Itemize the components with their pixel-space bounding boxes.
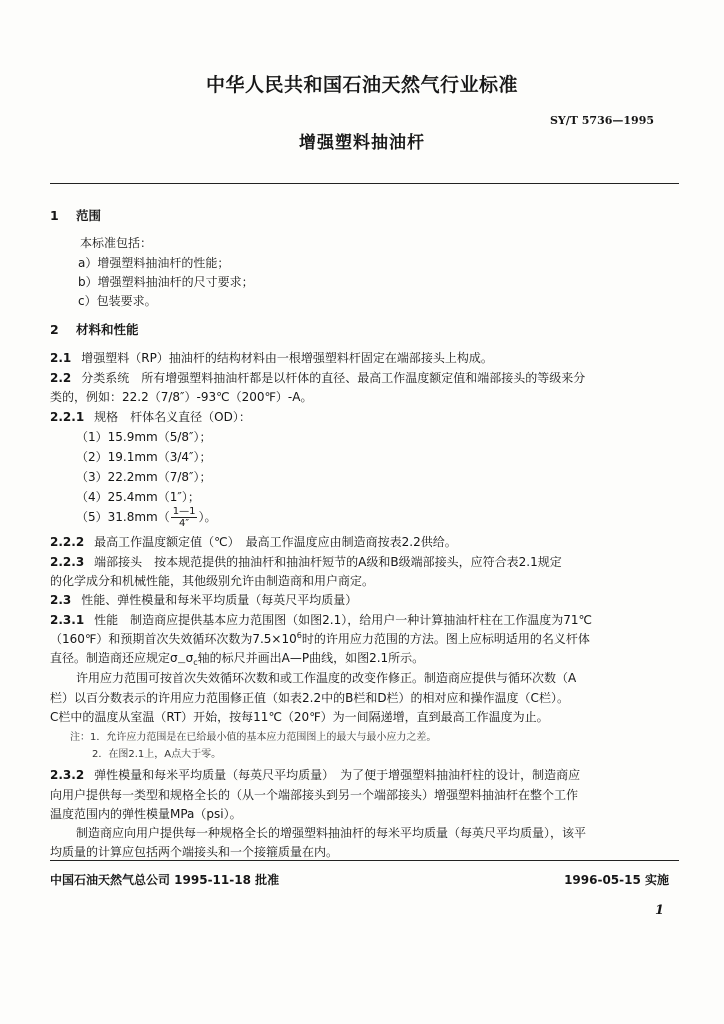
scope-item-b: b）增强塑料抽油杆的尺寸要求； — [78, 275, 254, 289]
clause-2-3-2-line-1 — [50, 766, 580, 783]
size-item-5-suffix: ）。 — [198, 510, 217, 524]
size-item-2: （2）19.1mm（3/4″）； — [76, 450, 212, 464]
clause-2-2-1 — [50, 408, 251, 425]
clause-2-3-2-number: 2.3.2 — [50, 768, 85, 782]
clause-2-3-1-line-3 — [50, 649, 424, 666]
size-fraction — [171, 506, 198, 529]
clause-2-2-line-1 — [50, 369, 585, 386]
size-item-5 — [76, 506, 216, 529]
clause-2-3-1-text-2a: （160℉）和预期首次失效循环次数为7.5×10 — [50, 632, 297, 646]
clause-2-3-1-line-2 — [50, 630, 590, 647]
section-1-intro: 本标准包括： — [80, 236, 153, 250]
clause-2-1-number: 2.1 — [50, 351, 72, 365]
footer-divider — [50, 860, 679, 861]
clause-2-3-1-text-2b: 时的许用应力范围的方法。图上应标明适用的名义杆体 — [301, 632, 590, 646]
clause-2-2-3-line-2: 的化学成分和机械性能，其他级别允许由制造商和用户商定。 — [50, 574, 375, 588]
clause-2-3-number: 2.3 — [50, 593, 72, 607]
section-1-number: 1 — [50, 208, 59, 223]
clause-2-3-2-text-1: 弹性模量和每米平均质量（每英尺平均质量） 为了便于增强塑料抽油杆柱的设计，制造商应 — [94, 768, 581, 782]
approval-statement: 中国石油天然气总公司 1995-11-18 批准 — [50, 873, 280, 887]
section-2-heading — [50, 320, 139, 338]
standard-code: SY/T 5736—1995 — [549, 114, 654, 127]
clause-2-3-1-number: 2.3.1 — [50, 613, 85, 627]
clause-2-2-1-text: 规格 杆体名义直径（OD）： — [94, 410, 251, 424]
clause-2-2-1-number: 2.2.1 — [50, 410, 85, 424]
clause-2-3-1-text-3a: 直径。制造商还应规定σ — [50, 651, 178, 665]
clause-2-3-2-line-2: 向用户提供每一类型和规格全长的（从一个端部接头到另一个端部接头）增强塑料抽油杆在整个工作 — [50, 788, 579, 802]
clause-2-3-1-text-3c: 轴的标尺并画出A—P曲线，如图2.1所示。 — [197, 651, 425, 665]
section-1-title: 范围 — [76, 208, 102, 223]
implementation-date: 1996-05-15 实施 — [564, 873, 669, 887]
clause-2-2-number: 2.2 — [50, 371, 72, 385]
clause-2-2-3-number: 2.2.3 — [50, 555, 85, 569]
clause-2-3-2-para2-line-1: 制造商应向用户提供每一种规格全长的增强塑料抽油杆的每米平均质量（每英尺平均质量），该平 — [76, 826, 587, 840]
clause-2-2-2 — [50, 533, 457, 550]
document-title: 增强塑料抽油杆 — [299, 133, 425, 153]
clause-2-1-text: 增强塑料（RP）抽油杆的结构材料由一根增强塑料杆固定在端部接头上构成。 — [81, 351, 493, 365]
issuing-organization: 中华人民共和国石油天然气行业标准 — [205, 74, 518, 96]
clause-2-2-text-1: 分类系统 所有增强塑料抽油杆都是以杆体的直径、最高工作温度额定值和端部接头的等级来分 — [81, 371, 586, 385]
clause-2-3-1-para2-line-1: 许用应力范围可按首次失效循环次数和或工作温度的改变作修正。制造商应提供与循环次数（A — [76, 671, 577, 685]
size-fraction-denominator: 4″ — [179, 518, 190, 529]
cycle-exponent: 6 — [296, 631, 302, 640]
clause-2-3-1-text-1: 性能 制造商应提供基本应力范围图（如图2.1），给用户一种计算抽油杆柱在工作温度为71℃ — [94, 613, 593, 627]
page-number: 1 — [654, 903, 664, 918]
clause-2-3-1-para2-line-2: 栏）以百分数表示的许用应力范围修正值（如表2.2中的B栏和D栏）的相对应和操作温度（C栏）。 — [50, 691, 569, 705]
clause-2-2-2-text: 最高工作温度额定值（℃） 最高工作温度应由制造商按表2.2供给。 — [94, 535, 457, 549]
sigma-subscript-1: — — [177, 658, 186, 667]
clause-2-2-line-2: 类的，例如：22.2（7/8″）-93℃（200℉）-A。 — [50, 390, 313, 404]
size-item-3: （3）22.2mm（7/8″）； — [76, 470, 212, 484]
note-1: 注：1．允许应力范围是在已给最小值的基本应力范围图上的最大与最小应力之差。 — [70, 732, 437, 743]
clause-2-3-1-text-3b: σ — [185, 651, 194, 665]
sigma-subscript-2: c — [193, 658, 198, 667]
clause-2-1 — [50, 349, 493, 366]
clause-2-3 — [50, 591, 357, 608]
scope-item-a: a）增强塑料抽油杆的性能； — [78, 256, 230, 270]
scope-item-c: c）包装要求。 — [78, 294, 157, 308]
size-item-1: （1）15.9mm（5/8″）； — [76, 430, 212, 444]
size-item-5-prefix: （5）31.8mm（ — [76, 510, 170, 524]
clause-2-2-3-line-1 — [50, 553, 562, 570]
clause-2-3-2-para2-line-2: 均质量的计算应包括两个端接头和一个接箍质量在内。 — [50, 845, 339, 859]
header-divider — [50, 183, 679, 184]
clause-2-2-2-number: 2.2.2 — [50, 535, 85, 549]
size-item-4: （4）25.4mm（1″）； — [76, 490, 200, 504]
clause-2-2-3-text-1: 端部接头 按本规范提供的抽油杆和抽油杆短节的A级和B级端部接头，应符合表2.1规定 — [94, 555, 562, 569]
section-2-title: 材料和性能 — [76, 322, 139, 337]
size-fraction-numerator: 1—1 — [172, 506, 196, 517]
note-2: 2．在图2.1上，A点大于零。 — [92, 749, 222, 760]
section-2-number: 2 — [50, 322, 59, 337]
clause-2-3-1-line-1 — [50, 611, 592, 628]
clause-2-3-2-line-3: 温度范围内的弹性模量MPa（psi）。 — [50, 807, 242, 821]
section-1-heading — [50, 206, 101, 224]
clause-2-3-text: 性能、弹性模量和每米平均质量（每英尺平均质量） — [81, 593, 358, 607]
clause-2-3-1-para2-line-3: C栏中的温度从室温（RT）开始，按每11℃（20℉）为一间隔递增，直到最高工作温度为止。 — [50, 710, 549, 724]
